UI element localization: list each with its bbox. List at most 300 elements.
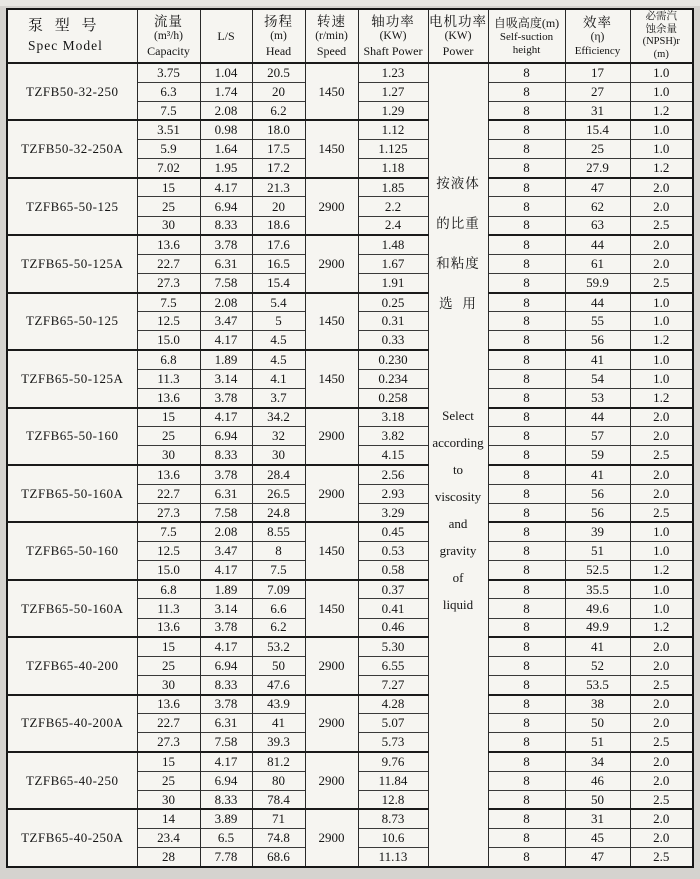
head-cell: 53.2 xyxy=(252,637,305,656)
speed-cell: 2900 xyxy=(305,235,358,292)
ls-cell: 2.08 xyxy=(200,522,252,541)
model-cell: TZFB65-50-125A xyxy=(7,235,137,292)
capacity-cell: 3.51 xyxy=(137,120,200,139)
header-text-en: Speed xyxy=(316,43,347,58)
header-text-zh: 流量 xyxy=(154,13,183,29)
npsh-cell: 1.0 xyxy=(630,580,693,599)
npsh-cell: 1.0 xyxy=(630,369,693,388)
npsh-cell: 2.0 xyxy=(630,771,693,790)
ls-cell: 4.17 xyxy=(200,178,252,197)
header-text-unit: (η) xyxy=(590,30,605,43)
shaft-power-cell: 0.33 xyxy=(358,331,428,350)
suction-cell: 8 xyxy=(488,599,565,618)
power-note-line: according xyxy=(432,435,484,450)
column-header-npsh xyxy=(630,9,693,63)
suction-cell: 8 xyxy=(488,771,565,790)
header-text-en: height xyxy=(512,43,541,56)
shaft-power-cell: 8.73 xyxy=(358,809,428,828)
shaft-power-cell: 1.91 xyxy=(358,274,428,293)
speed-cell: 1450 xyxy=(305,120,358,177)
head-cell: 68.6 xyxy=(252,848,305,867)
head-cell: 47.6 xyxy=(252,676,305,695)
efficiency-cell: 51 xyxy=(565,733,630,752)
efficiency-cell: 45 xyxy=(565,829,630,848)
shaft-power-cell: 3.29 xyxy=(358,503,428,522)
suction-cell: 8 xyxy=(488,714,565,733)
efficiency-cell: 27.9 xyxy=(565,159,630,178)
npsh-cell: 1.0 xyxy=(630,312,693,331)
speed-cell: 2900 xyxy=(305,752,358,809)
shaft-power-cell: 1.125 xyxy=(358,140,428,159)
model-cell: TZFB65-50-160 xyxy=(7,522,137,579)
capacity-cell: 22.7 xyxy=(137,254,200,273)
header-text-en: Spec Model xyxy=(28,38,103,53)
efficiency-cell: 46 xyxy=(565,771,630,790)
head-cell: 78.4 xyxy=(252,790,305,809)
model-cell: TZFB65-50-160A xyxy=(7,580,137,637)
npsh-cell: 2.0 xyxy=(630,427,693,446)
column-header-ls xyxy=(200,9,252,63)
header-text-en: Shaft Power xyxy=(363,43,423,58)
capacity-cell: 7.5 xyxy=(137,101,200,120)
header-text-zh: 必需汽 xyxy=(645,11,677,22)
head-cell: 20 xyxy=(252,197,305,216)
ls-cell: 7.58 xyxy=(200,503,252,522)
efficiency-cell: 38 xyxy=(565,695,630,714)
capacity-cell: 7.5 xyxy=(137,293,200,312)
suction-cell: 8 xyxy=(488,637,565,656)
suction-cell: 8 xyxy=(488,388,565,407)
npsh-cell: 1.2 xyxy=(630,101,693,120)
efficiency-cell: 52.5 xyxy=(565,561,630,580)
head-cell: 15.4 xyxy=(252,274,305,293)
npsh-cell: 2.5 xyxy=(630,848,693,867)
head-cell: 4.5 xyxy=(252,350,305,369)
power-note-line: liquid xyxy=(442,597,474,612)
efficiency-cell: 47 xyxy=(565,848,630,867)
model-cell: TZFB50-32-250A xyxy=(7,120,137,177)
efficiency-cell: 35.5 xyxy=(565,580,630,599)
capacity-cell: 11.3 xyxy=(137,599,200,618)
head-cell: 18.0 xyxy=(252,120,305,139)
head-cell: 24.8 xyxy=(252,503,305,522)
capacity-cell: 6.8 xyxy=(137,580,200,599)
npsh-cell: 1.0 xyxy=(630,542,693,561)
capacity-cell: 25 xyxy=(137,427,200,446)
head-cell: 17.5 xyxy=(252,140,305,159)
capacity-cell: 15 xyxy=(137,178,200,197)
head-cell: 81.2 xyxy=(252,752,305,771)
shaft-power-cell: 11.13 xyxy=(358,848,428,867)
suction-cell: 8 xyxy=(488,159,565,178)
shaft-power-cell: 1.85 xyxy=(358,178,428,197)
npsh-cell: 1.2 xyxy=(630,388,693,407)
efficiency-cell: 52 xyxy=(565,656,630,675)
shaft-power-cell: 6.55 xyxy=(358,656,428,675)
ls-cell: 6.94 xyxy=(200,771,252,790)
ls-cell: 3.78 xyxy=(200,235,252,254)
efficiency-cell: 56 xyxy=(565,331,630,350)
head-cell: 6.6 xyxy=(252,599,305,618)
head-cell: 4.1 xyxy=(252,369,305,388)
suction-cell: 8 xyxy=(488,293,565,312)
capacity-cell: 30 xyxy=(137,676,200,695)
ls-cell: 1.89 xyxy=(200,350,252,369)
capacity-cell: 7.5 xyxy=(137,522,200,541)
shaft-power-cell: 1.29 xyxy=(358,101,428,120)
table-row xyxy=(7,809,693,828)
head-cell: 16.5 xyxy=(252,254,305,273)
npsh-cell: 2.0 xyxy=(630,695,693,714)
shaft-power-cell: 5.30 xyxy=(358,637,428,656)
suction-cell: 8 xyxy=(488,140,565,159)
head-cell: 20 xyxy=(252,82,305,101)
capacity-cell: 13.6 xyxy=(137,388,200,407)
shaft-power-cell: 7.27 xyxy=(358,676,428,695)
npsh-cell: 2.5 xyxy=(630,216,693,235)
npsh-cell: 2.5 xyxy=(630,446,693,465)
npsh-cell: 1.2 xyxy=(630,618,693,637)
suction-cell: 8 xyxy=(488,427,565,446)
shaft-power-cell: 4.15 xyxy=(358,446,428,465)
table-row xyxy=(7,63,693,82)
speed-cell: 1450 xyxy=(305,350,358,407)
header-text-zh: 轴功率 xyxy=(371,13,415,29)
efficiency-cell: 41 xyxy=(565,637,630,656)
ls-cell: 4.17 xyxy=(200,561,252,580)
header-text-en: Head xyxy=(265,43,292,58)
header-text-zh: 电机功率 xyxy=(429,13,487,29)
shaft-power-cell: 5.73 xyxy=(358,733,428,752)
efficiency-cell: 41 xyxy=(565,465,630,484)
efficiency-cell: 49.6 xyxy=(565,599,630,618)
suction-cell: 8 xyxy=(488,503,565,522)
table-row xyxy=(7,580,693,599)
suction-cell: 8 xyxy=(488,312,565,331)
capacity-cell: 27.3 xyxy=(137,274,200,293)
suction-cell: 8 xyxy=(488,82,565,101)
npsh-cell: 1.0 xyxy=(630,120,693,139)
ls-cell: 2.08 xyxy=(200,293,252,312)
efficiency-cell: 39 xyxy=(565,522,630,541)
head-cell: 17.6 xyxy=(252,235,305,254)
model-cell: TZFB65-50-125A xyxy=(7,350,137,407)
efficiency-cell: 63 xyxy=(565,216,630,235)
capacity-cell: 22.7 xyxy=(137,484,200,503)
speed-cell: 1450 xyxy=(305,580,358,637)
suction-cell: 8 xyxy=(488,522,565,541)
table-row xyxy=(7,637,693,656)
head-cell: 5.4 xyxy=(252,293,305,312)
efficiency-cell: 17 xyxy=(565,63,630,82)
efficiency-cell: 41 xyxy=(565,350,630,369)
efficiency-cell: 44 xyxy=(565,293,630,312)
shaft-power-cell: 12.8 xyxy=(358,790,428,809)
head-cell: 74.8 xyxy=(252,829,305,848)
head-cell: 18.6 xyxy=(252,216,305,235)
efficiency-cell: 53.5 xyxy=(565,676,630,695)
ls-cell: 8.33 xyxy=(200,446,252,465)
efficiency-cell: 55 xyxy=(565,312,630,331)
npsh-cell: 2.0 xyxy=(630,254,693,273)
capacity-cell: 27.3 xyxy=(137,503,200,522)
efficiency-cell: 44 xyxy=(565,235,630,254)
suction-cell: 8 xyxy=(488,178,565,197)
column-header-capacity xyxy=(137,9,200,63)
capacity-cell: 25 xyxy=(137,197,200,216)
npsh-cell: 1.0 xyxy=(630,522,693,541)
header-text-en: Power xyxy=(442,43,474,58)
shaft-power-cell: 3.18 xyxy=(358,408,428,427)
capacity-cell: 28 xyxy=(137,848,200,867)
capacity-cell: 25 xyxy=(137,771,200,790)
table-row xyxy=(7,695,693,714)
capacity-cell: 6.3 xyxy=(137,82,200,101)
shaft-power-cell: 11.84 xyxy=(358,771,428,790)
efficiency-cell: 59 xyxy=(565,446,630,465)
shaft-power-cell: 5.07 xyxy=(358,714,428,733)
ls-cell: 8.33 xyxy=(200,790,252,809)
head-cell: 39.3 xyxy=(252,733,305,752)
npsh-cell: 1.0 xyxy=(630,63,693,82)
capacity-cell: 3.75 xyxy=(137,63,200,82)
shaft-power-cell: 2.93 xyxy=(358,484,428,503)
suction-cell: 8 xyxy=(488,618,565,637)
head-cell: 32 xyxy=(252,427,305,446)
head-cell: 7.09 xyxy=(252,580,305,599)
ls-cell: 7.58 xyxy=(200,274,252,293)
ls-cell: 3.78 xyxy=(200,388,252,407)
efficiency-cell: 61 xyxy=(565,254,630,273)
ls-cell: 6.94 xyxy=(200,197,252,216)
shaft-power-cell: 0.31 xyxy=(358,312,428,331)
ls-cell: 1.95 xyxy=(200,159,252,178)
efficiency-cell: 57 xyxy=(565,427,630,446)
ls-cell: 6.5 xyxy=(200,829,252,848)
shaft-power-cell: 10.6 xyxy=(358,829,428,848)
speed-cell: 2900 xyxy=(305,637,358,694)
ls-cell: 1.04 xyxy=(200,63,252,82)
suction-cell: 8 xyxy=(488,197,565,216)
model-cell: TZFB65-40-250 xyxy=(7,752,137,809)
shaft-power-cell: 0.25 xyxy=(358,293,428,312)
header-text-unit: (r/min) xyxy=(315,29,348,42)
shaft-power-cell: 3.82 xyxy=(358,427,428,446)
efficiency-cell: 51 xyxy=(565,542,630,561)
efficiency-cell: 27 xyxy=(565,82,630,101)
ls-cell: 6.31 xyxy=(200,484,252,503)
capacity-cell: 13.6 xyxy=(137,618,200,637)
head-cell: 4.5 xyxy=(252,331,305,350)
header-text-en: Self-suction xyxy=(499,30,554,43)
ls-cell: 1.64 xyxy=(200,140,252,159)
npsh-cell: 2.0 xyxy=(630,829,693,848)
efficiency-cell: 25 xyxy=(565,140,630,159)
column-header-head xyxy=(252,9,305,63)
suction-cell: 8 xyxy=(488,63,565,82)
header-text-unit: (m³/h) xyxy=(154,29,183,42)
header-text-unit: (m) xyxy=(653,48,669,60)
suction-cell: 8 xyxy=(488,656,565,675)
suction-cell: 8 xyxy=(488,446,565,465)
suction-cell: 8 xyxy=(488,369,565,388)
npsh-cell: 2.0 xyxy=(630,656,693,675)
shaft-power-cell: 0.46 xyxy=(358,618,428,637)
capacity-cell: 14 xyxy=(137,809,200,828)
suction-cell: 8 xyxy=(488,120,565,139)
npsh-cell: 2.0 xyxy=(630,637,693,656)
suction-cell: 8 xyxy=(488,561,565,580)
header-text-en: Efficiency xyxy=(574,44,621,57)
table-row xyxy=(7,178,693,197)
shaft-power-cell: 1.48 xyxy=(358,235,428,254)
table-row xyxy=(7,408,693,427)
capacity-cell: 12.5 xyxy=(137,542,200,561)
efficiency-cell: 47 xyxy=(565,178,630,197)
npsh-cell: 1.0 xyxy=(630,599,693,618)
ls-cell: 1.74 xyxy=(200,82,252,101)
suction-cell: 8 xyxy=(488,809,565,828)
shaft-power-cell: 0.234 xyxy=(358,369,428,388)
suction-cell: 8 xyxy=(488,848,565,867)
head-cell: 34.2 xyxy=(252,408,305,427)
header-text-zh: 效率 xyxy=(583,14,612,30)
speed-cell: 2900 xyxy=(305,408,358,465)
shaft-power-cell: 2.56 xyxy=(358,465,428,484)
model-cell: TZFB65-50-160A xyxy=(7,465,137,522)
npsh-cell: 2.5 xyxy=(630,274,693,293)
head-cell: 28.4 xyxy=(252,465,305,484)
npsh-cell: 2.0 xyxy=(630,809,693,828)
speed-cell: 2900 xyxy=(305,695,358,752)
shaft-power-cell: 4.28 xyxy=(358,695,428,714)
header-text-zh: 扬程 xyxy=(264,13,293,29)
shaft-power-cell: 0.230 xyxy=(358,350,428,369)
ls-cell: 0.98 xyxy=(200,120,252,139)
power-note-line: to xyxy=(452,462,464,477)
column-header-model xyxy=(7,9,137,63)
capacity-cell: 27.3 xyxy=(137,733,200,752)
head-cell: 5 xyxy=(252,312,305,331)
header-text-unit: (KW) xyxy=(444,29,472,42)
npsh-cell: 2.0 xyxy=(630,465,693,484)
ls-cell: 3.47 xyxy=(200,312,252,331)
capacity-cell: 7.02 xyxy=(137,159,200,178)
header-text-unit: (KW) xyxy=(379,29,407,42)
header-text-en: Capacity xyxy=(147,43,190,58)
capacity-cell: 15.0 xyxy=(137,561,200,580)
capacity-cell: 11.3 xyxy=(137,369,200,388)
header-text-zh: 自吸高度(m) xyxy=(493,15,560,30)
power-note-line: 选 用 xyxy=(439,296,477,311)
capacity-cell: 30 xyxy=(137,216,200,235)
ls-cell: 8.33 xyxy=(200,676,252,695)
capacity-cell: 22.7 xyxy=(137,714,200,733)
capacity-cell: 30 xyxy=(137,790,200,809)
suction-cell: 8 xyxy=(488,484,565,503)
efficiency-cell: 50 xyxy=(565,790,630,809)
head-cell: 7.5 xyxy=(252,561,305,580)
power-note-line: 按液体 xyxy=(436,176,480,191)
npsh-cell: 2.0 xyxy=(630,178,693,197)
head-cell: 26.5 xyxy=(252,484,305,503)
capacity-cell: 15.0 xyxy=(137,331,200,350)
model-cell: TZFB65-40-200A xyxy=(7,695,137,752)
suction-cell: 8 xyxy=(488,235,565,254)
power-note-line: Select xyxy=(442,408,474,423)
head-cell: 21.3 xyxy=(252,178,305,197)
head-cell: 50 xyxy=(252,656,305,675)
npsh-cell: 1.2 xyxy=(630,561,693,580)
capacity-cell: 15 xyxy=(137,752,200,771)
header-text-zh: 蚀余量 xyxy=(645,23,677,35)
header-text-unit: (m) xyxy=(270,29,287,42)
column-header-motor-power xyxy=(428,9,488,63)
shaft-power-cell: 1.18 xyxy=(358,159,428,178)
header-text-en: L/S xyxy=(217,28,235,43)
efficiency-cell: 31 xyxy=(565,809,630,828)
head-cell: 71 xyxy=(252,809,305,828)
head-cell: 6.2 xyxy=(252,618,305,637)
shaft-power-cell: 1.23 xyxy=(358,63,428,82)
header-row xyxy=(7,9,693,63)
header-text-zh: 泵 型 号 xyxy=(28,18,101,34)
head-cell: 30 xyxy=(252,446,305,465)
head-cell: 80 xyxy=(252,771,305,790)
npsh-cell: 2.5 xyxy=(630,790,693,809)
efficiency-cell: 62 xyxy=(565,197,630,216)
shaft-power-cell: 0.58 xyxy=(358,561,428,580)
shaft-power-cell: 1.27 xyxy=(358,82,428,101)
table-row xyxy=(7,350,693,369)
speed-cell: 1450 xyxy=(305,63,358,120)
head-cell: 8.55 xyxy=(252,522,305,541)
shaft-power-cell: 1.67 xyxy=(358,254,428,273)
npsh-cell: 2.0 xyxy=(630,714,693,733)
efficiency-cell: 50 xyxy=(565,714,630,733)
model-cell: TZFB50-32-250 xyxy=(7,63,137,120)
shaft-power-cell: 0.37 xyxy=(358,580,428,599)
speed-cell: 1450 xyxy=(305,522,358,579)
head-cell: 6.2 xyxy=(252,101,305,120)
table-row xyxy=(7,465,693,484)
npsh-cell: 2.5 xyxy=(630,676,693,695)
capacity-cell: 25 xyxy=(137,656,200,675)
head-cell: 8 xyxy=(252,542,305,561)
head-cell: 17.2 xyxy=(252,159,305,178)
efficiency-cell: 59.9 xyxy=(565,274,630,293)
shaft-power-cell: 1.12 xyxy=(358,120,428,139)
npsh-cell: 2.0 xyxy=(630,484,693,503)
suction-cell: 8 xyxy=(488,790,565,809)
capacity-cell: 13.6 xyxy=(137,235,200,254)
npsh-cell: 2.0 xyxy=(630,752,693,771)
ls-cell: 4.17 xyxy=(200,331,252,350)
ls-cell: 7.58 xyxy=(200,733,252,752)
power-note-line: viscosity xyxy=(434,489,482,504)
power-note-line: of xyxy=(452,570,464,585)
capacity-cell: 12.5 xyxy=(137,312,200,331)
ls-cell: 7.78 xyxy=(200,848,252,867)
speed-cell: 2900 xyxy=(305,465,358,522)
ls-cell: 3.78 xyxy=(200,695,252,714)
shaft-power-cell: 9.76 xyxy=(358,752,428,771)
model-cell: TZFB65-50-160 xyxy=(7,408,137,465)
npsh-cell: 2.5 xyxy=(630,503,693,522)
table-header xyxy=(7,9,693,63)
speed-cell: 2900 xyxy=(305,809,358,866)
model-cell: TZFB65-40-250A xyxy=(7,809,137,866)
